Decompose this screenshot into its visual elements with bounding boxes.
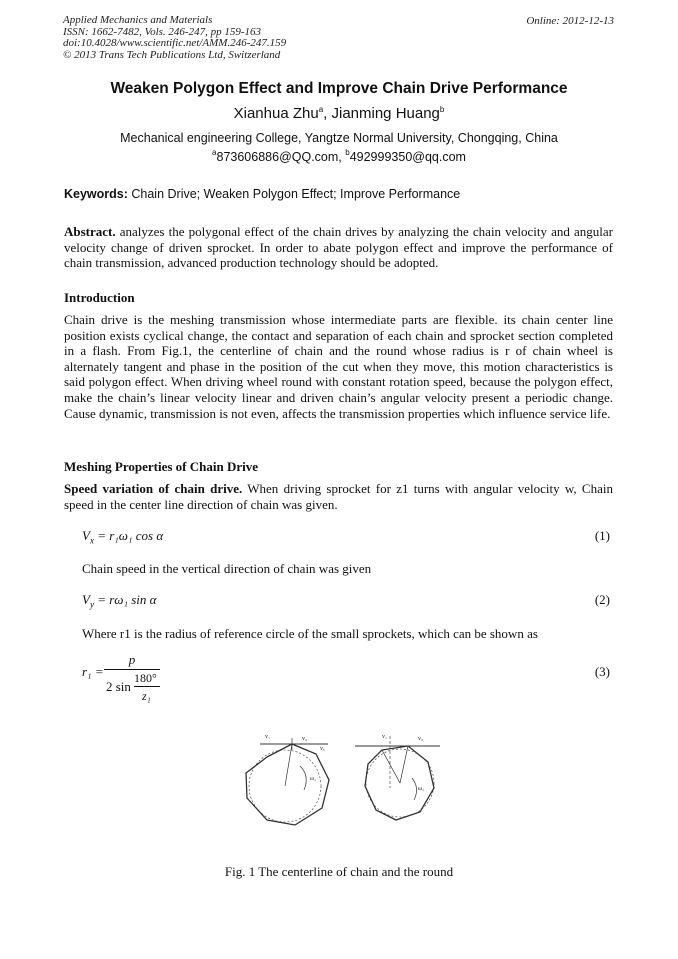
author-line [0,105,678,122]
left-octagon [246,744,329,825]
eq3-lhs: r₁ = [82,664,104,679]
right-label-v1: v₁ [382,734,388,740]
equation-3 [82,652,610,712]
eq3-den-sin: 2 sin [106,679,131,694]
eq1-rest: = r₁ω₁ cos α [93,528,164,543]
email-b-sup: b [345,148,350,157]
right-radius-line-2 [400,746,408,783]
abstract-text: analyzes the polygonal effect of the chain drives by analyzing the chain velocity and angular velocity change of driven sprocket. In order to abate polygon effect and improve the performance of chain transmission, advanced production technology should be adopted. [64,224,613,271]
left-label-v2: v₂ [302,736,308,742]
email-b[interactable]: 492999350@qq.com [349,150,466,164]
paper-title: Weaken Polygon Effect and Improve Chain Drive Performance [110,80,568,97]
author-2-sup: b [439,105,445,114]
author-2: Jianming Huang [331,105,440,122]
left-label-vx: vₓ [320,746,325,752]
email-a-sup: a [212,148,217,157]
eq1-v: V [82,528,90,543]
left-rotation-arrow [300,766,306,790]
equation-2 [82,592,610,610]
eq1-number: (1) [594,528,610,543]
journal-issn: ISSN: 1662-7482, Vols. 246-247, pp 159-163 [63,25,261,38]
vertical-speed-text: Chain speed in the vertical direction of chain was given [82,561,372,576]
introduction-text: Chain drive is the meshing transmission whose intermediate parts are flexible. its chain center line position exists cyclical change, the contact and separation of each chain and sprocket section completed in a flash. From Fig.1, the centerline of chain and the round whose radius is r of chain wheel is alternately tangent and phase in the position of the cut when they move, this motion characteristics is said polygon effect. When driving wheel round with constant rotation speed, because the polygon effect, make the chain’s linear velocity linear and driven chain’s angular velocity present a periodic change. Cause dynamic, transmission is not even, affects the transmission properties which influence service life. [64,312,613,421]
journal-header [63,15,286,61]
section-heading-meshing: Meshing Properties of Chain Drive [64,459,259,474]
keywords-label: Keywords: [64,187,128,201]
right-octagon [365,746,434,820]
eq2-number: (2) [594,592,610,607]
abstract [64,224,613,271]
right-label-v2: v₂ [418,736,424,742]
speed-variation-text: When driving sprocket for z1 turns with angular velocity w, Chain speed in the center line direction of chain was given. [64,481,613,512]
online-date: Online: 2012-12-13 [526,15,614,27]
eq3-den-z: z₁ [142,689,151,703]
eq3-fraction [104,652,160,711]
journal-doi[interactable]: doi:10.4028/www.scientific.net/AMM.246-247.159 [63,37,287,49]
radius-text: Where r1 is the radius of reference circle of the small sprockets, which can be shown as [82,626,538,641]
author-1-sup: a [318,105,324,114]
author-sep: , [323,105,332,122]
right-radius-line-1 [382,750,400,783]
left-label-v1: v₁ [265,734,271,740]
keywords [64,187,460,201]
left-label-w1: ω₁ [310,776,317,782]
speed-variation-label: Speed variation of chain drive. [64,481,243,496]
right-rotation-arrow [412,778,417,800]
journal-name: Applied Mechanics and Materials [63,14,213,26]
left-sprocket [246,738,329,825]
eq3-numerator: p [128,652,136,667]
figure-1-caption: Fig. 1 The centerline of chain and the round [224,864,454,879]
figure-1-polygon-chain [230,728,450,852]
speed-variation-paragraph [64,481,613,512]
affiliation: Mechanical engineering College, Yangtze Normal University, Chongqing, China [120,131,558,145]
email-a[interactable]: 873606886@QQ.com, [216,150,346,164]
abstract-label: Abstract. [64,224,116,239]
email-line [0,150,678,164]
keywords-text: Chain Drive; Weaken Polygon Effect; Improve Performance [127,187,461,201]
eq2-rest: = rω₁ sin α [93,592,157,607]
eq3-fraction-bar [104,669,160,670]
eq2-v: V [82,592,90,607]
eq1-sub: x [89,535,94,546]
right-sprocket [355,736,440,820]
eq3-den-deg: 180° [134,671,157,685]
eq3-number: (3) [594,664,610,679]
author-1: Xianhua Zhu [233,105,319,122]
eq2-sub: y [89,599,94,610]
section-heading-introduction: Introduction [64,290,135,305]
equation-1 [82,528,610,546]
eq3-den-bar [134,686,160,687]
right-label-w1: ω₁ [418,786,425,792]
eq3-denominator [104,671,160,711]
journal-copyright: © 2013 Trans Tech Publications Ltd, Switzerland [63,48,281,61]
